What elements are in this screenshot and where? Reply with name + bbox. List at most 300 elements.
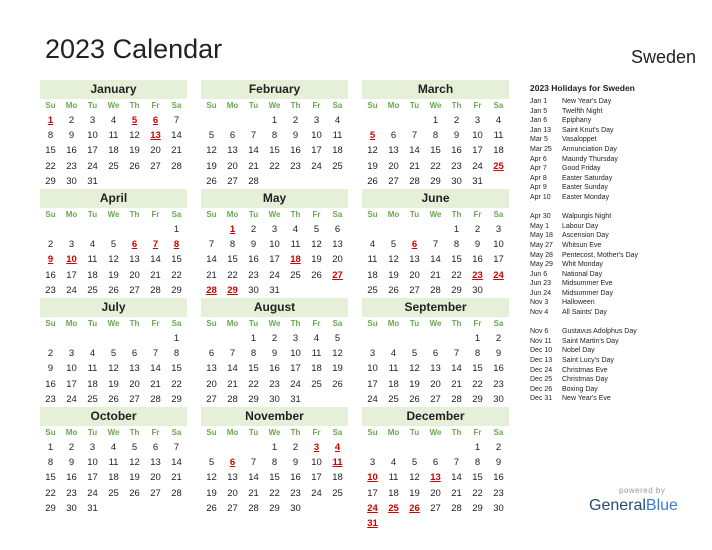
day-cell: 28 [248,502,259,514]
page-title: 2023 Calendar [45,34,223,64]
day-cell: 21 [409,160,420,172]
holiday-name: Ascension Day [562,232,609,240]
holiday-name: Christmas Eve [562,366,608,374]
holiday-name: Saint Knut's Day [562,126,614,134]
day-cell: 5 [110,348,117,360]
day-cell: 27 [150,160,161,172]
holiday-item [530,327,710,337]
holiday-item [530,97,710,107]
day-cell: 1 [474,333,481,344]
weekday-label: We [268,101,281,110]
day-cell: 21 [150,269,161,281]
day-cell: 9 [271,348,278,360]
day-cell: 10 [66,363,77,375]
holiday-list [530,83,710,404]
weekday-label: Fr [473,428,482,437]
weekday-label: Tu [87,101,98,110]
day-cell: 9 [292,130,299,142]
day-cell: 26 [388,284,399,296]
day-cell: 21 [248,487,259,499]
day-cell: 21 [206,269,217,281]
day-cell: 15 [248,363,259,375]
holiday-name: Saint Lucy's Day [562,357,614,365]
weekday-label: Su [206,210,217,219]
day-cell: 21 [451,487,462,499]
day-cell: 23 [493,378,504,390]
day-cell: 18 [332,472,343,484]
day-cell: 17 [367,487,378,499]
day-cell: 23 [248,269,259,281]
holiday-name: Midsummer Day [562,289,613,297]
month-name: December [362,407,509,426]
weekday-label: We [268,428,281,437]
holiday-name: Annunciation Day [562,145,617,153]
day-cell: 4 [89,348,96,360]
month-january [40,80,187,189]
holiday-item [530,394,710,404]
holiday-item [530,385,710,395]
day-cell: 21 [227,378,238,390]
day-cell: 6 [432,348,439,360]
weekday-label: We [107,101,120,110]
day-cell: 1 [271,115,278,126]
day-cell: 19 [206,487,217,499]
day-cell: 10 [367,363,378,375]
holiday-item [530,116,710,126]
weekday-label: Su [206,101,217,110]
day-cell: 22 [171,378,182,390]
day-cell: 15 [269,472,280,484]
weekday-label: Tu [87,210,98,219]
day-cell: 22 [472,378,483,390]
holiday-date: Apr 10 [530,193,551,201]
holiday-day: 6 [229,457,236,469]
day-cell: 19 [332,363,343,375]
day-cell: 14 [248,145,259,157]
day-cell: 8 [173,348,180,360]
day-cell: 20 [150,145,161,157]
holiday-day: 23 [472,269,483,281]
day-cell: 4 [313,333,320,344]
weekday-label: Sa [171,319,182,328]
day-cell: 19 [108,378,119,390]
day-cell: 5 [208,457,215,469]
day-cell: 18 [87,269,98,281]
day-cell: 20 [388,160,399,172]
weekday-label: Tu [409,428,420,437]
holiday-date: Nov 3 [530,299,549,307]
holiday-day: 6 [131,239,138,251]
day-cell: 22 [45,487,56,499]
day-cell: 14 [171,457,182,469]
day-cell: 1 [250,333,257,344]
month-name: April [40,189,187,208]
day-cell: 24 [66,393,77,405]
day-cell: 12 [367,145,378,157]
holiday-day: 13 [430,472,441,484]
day-cell: 16 [290,145,301,157]
holiday-date: Jun 6 [530,270,548,278]
weekday-label: Mo [226,428,239,437]
day-cell: 9 [68,457,75,469]
day-cell: 3 [68,348,75,360]
holiday-date: May 1 [530,222,550,230]
day-cell: 25 [367,284,378,296]
day-cell: 24 [290,378,301,390]
weekday-label: We [107,428,120,437]
day-cell: 29 [171,393,182,405]
day-cell: 27 [129,284,140,296]
day-cell: 11 [87,363,98,375]
day-cell: 16 [248,254,259,266]
day-cell: 25 [87,284,98,296]
day-cell: 23 [493,487,504,499]
holiday-date: Apr 7 [530,165,547,173]
holiday-date: Apr 9 [530,184,547,192]
day-cell: 14 [150,363,161,375]
month-june [362,189,509,298]
holiday-item [530,164,710,174]
holiday-day: 6 [152,115,159,126]
day-cell: 18 [493,145,504,157]
weekday-label: Su [367,319,378,328]
day-cell: 14 [451,472,462,484]
day-cell: 5 [334,333,341,344]
day-cell: 3 [89,442,96,453]
day-cell: 8 [271,130,278,142]
weekday-label: Sa [332,319,343,328]
day-cell: 24 [87,160,98,172]
day-cell: 5 [131,442,138,453]
day-cell: 19 [206,160,217,172]
day-cell: 7 [453,457,460,469]
holiday-date: Jan 1 [530,98,548,105]
day-cell: 27 [150,487,161,499]
holiday-item [530,375,710,385]
weekday-label: Sa [171,210,182,219]
holiday-item [530,222,710,232]
day-cell: 8 [271,457,278,469]
day-cell: 23 [66,487,77,499]
day-cell: 20 [227,487,238,499]
month-name: July [40,298,187,317]
day-cell: 11 [367,254,378,266]
weekday-label: Sa [332,101,343,110]
day-cell: 23 [45,393,56,405]
month-october [40,407,187,516]
day-cell: 28 [150,393,161,405]
month-name: September [362,298,509,317]
holiday-name: Halloween [562,299,595,307]
month-february [201,80,348,189]
day-cell: 27 [409,284,420,296]
month-name: October [40,407,187,426]
day-cell: 14 [248,472,259,484]
day-cell: 12 [332,348,343,360]
day-cell: 6 [131,348,138,360]
day-cell: 12 [311,239,322,251]
country-label: Sweden [630,47,696,67]
day-cell: 18 [87,378,98,390]
day-cell: 11 [108,457,119,469]
weekday-label: Su [367,428,378,437]
day-cell: 17 [493,254,504,266]
holiday-date: Dec 26 [530,385,553,393]
generalblue-logo [589,497,678,515]
holiday-name: Labour Day [562,222,599,230]
day-cell: 19 [409,378,420,390]
day-cell: 13 [150,457,161,469]
day-cell: 2 [495,442,502,453]
weekday-label: Mo [226,101,239,110]
day-cell: 29 [248,393,259,405]
day-cell: 1 [173,224,180,235]
holiday-day: 1 [47,115,54,126]
holiday-item [530,298,710,308]
weekday-label: Su [206,428,217,437]
day-cell: 30 [290,502,301,514]
day-cell: 21 [451,378,462,390]
holiday-name: Pentecost, Mother's Day [562,251,639,259]
month-may [201,189,348,298]
day-cell: 4 [110,442,117,453]
holiday-name: Epiphany [562,117,592,125]
day-cell: 2 [453,115,460,126]
day-cell: 28 [227,393,238,405]
holiday-name: Whitsun Eve [562,241,602,249]
day-cell: 13 [227,472,238,484]
holiday-day: 18 [290,254,301,266]
holiday-item [530,212,710,222]
day-cell: 29 [430,175,441,187]
weekday-label: We [107,319,120,328]
day-cell: 16 [472,254,483,266]
day-cell: 16 [45,269,56,281]
weekday-label: Su [367,101,378,110]
day-cell: 1 [432,115,439,126]
day-cell: 4 [89,239,96,251]
holiday-day: 5 [369,130,376,142]
day-cell: 21 [248,160,259,172]
holiday-item [530,260,710,270]
day-cell: 19 [129,472,140,484]
day-cell: 19 [129,145,140,157]
holiday-item [530,279,710,289]
day-cell: 21 [171,145,182,157]
day-cell: 16 [66,472,77,484]
weekday-label: Th [451,101,462,110]
day-cell: 15 [45,145,56,157]
day-cell: 13 [206,363,217,375]
day-cell: 2 [47,239,54,251]
day-cell: 25 [332,160,343,172]
holiday-day: 13 [150,130,161,142]
day-cell: 14 [451,363,462,375]
day-cell: 16 [269,363,280,375]
holiday-name: Nobel Day [562,347,595,355]
day-cell: 12 [129,130,140,142]
day-cell: 7 [229,348,236,360]
weekday-label: Th [129,319,140,328]
day-cell: 12 [206,145,217,157]
weekday-label: Tu [87,319,98,328]
day-cell: 10 [290,348,301,360]
day-cell: 24 [66,284,77,296]
day-cell: 2 [68,115,75,126]
day-cell: 28 [171,160,182,172]
holiday-date: Jan 13 [530,126,552,134]
weekday-label: Su [206,319,217,328]
weekday-label: Fr [312,428,321,437]
holiday-day: 26 [409,502,420,514]
holiday-list-title: 2023 Holidays for Sweden [530,83,635,93]
weekday-label: Th [290,210,301,219]
day-cell: 25 [290,269,301,281]
day-cell: 21 [171,472,182,484]
day-cell: 10 [493,239,504,251]
weekday-label: Th [129,428,140,437]
month-name: June [362,189,509,208]
day-cell: 6 [390,130,397,142]
day-cell: 17 [367,378,378,390]
holiday-date: Dec 31 [530,395,553,403]
holiday-name: Boxing Day [562,385,598,393]
day-cell: 15 [45,472,56,484]
day-cell: 4 [110,115,117,126]
day-cell: 19 [108,269,119,281]
holiday-name: Vasaloppet [562,136,597,144]
day-cell: 25 [332,487,343,499]
weekday-label: Tu [409,210,420,219]
day-cell: 28 [248,175,259,187]
day-cell: 6 [432,457,439,469]
weekday-label: Th [290,428,301,437]
holiday-item [530,356,710,366]
holiday-name: Midsummer Eve [562,280,613,288]
brand-general: General [589,497,646,514]
weekday-label: Th [129,101,140,110]
day-cell: 9 [68,130,75,142]
day-cell: 31 [472,175,483,187]
day-cell: 8 [250,348,257,360]
holiday-item [530,346,710,356]
day-cell: 14 [409,145,420,157]
month-name: March [362,80,509,99]
day-cell: 22 [171,269,182,281]
day-cell: 30 [472,284,483,296]
day-cell: 18 [388,487,399,499]
day-cell: 9 [250,239,257,251]
day-cell: 11 [108,130,119,142]
day-cell: 18 [332,145,343,157]
holiday-item [530,270,710,280]
holiday-name: Easter Saturday [562,174,613,182]
day-cell: 15 [472,472,483,484]
holiday-name: Gustavus Adolphus Day [562,328,637,336]
holiday-date: May 28 [530,251,553,259]
holiday-item [530,174,710,184]
holiday-item [530,231,710,241]
weekday-label: We [429,319,442,328]
holiday-name: Good Friday [562,165,601,173]
day-cell: 18 [367,269,378,281]
holiday-day: 25 [388,502,399,514]
day-cell: 29 [171,284,182,296]
day-cell: 10 [311,130,322,142]
day-cell: 26 [206,175,217,187]
holiday-item [530,126,710,136]
day-cell: 6 [208,348,215,360]
day-cell: 15 [227,254,238,266]
holiday-day: 6 [411,239,418,251]
holiday-name: Easter Monday [562,193,610,201]
weekday-label: Mo [387,101,400,110]
day-cell: 8 [474,457,481,469]
month-august [201,298,348,407]
weekday-label: Fr [312,210,321,219]
day-cell: 20 [129,269,140,281]
weekday-label: Th [451,319,462,328]
day-cell: 2 [495,333,502,344]
day-cell: 28 [451,502,462,514]
day-cell: 28 [451,393,462,405]
day-cell: 1 [47,442,54,453]
holiday-name: Easter Sunday [562,184,608,192]
weekday-label: Sa [493,319,504,328]
day-cell: 23 [45,284,56,296]
month-name: February [201,80,348,99]
day-cell: 4 [292,224,299,235]
day-cell: 16 [66,145,77,157]
day-cell: 29 [451,284,462,296]
day-cell: 5 [411,348,418,360]
day-cell: 4 [390,348,397,360]
holiday-item [530,107,710,117]
weekday-label: Su [45,319,56,328]
holiday-day: 11 [332,457,343,469]
holiday-day: 3 [313,442,320,453]
day-cell: 25 [87,393,98,405]
day-cell: 19 [311,254,322,266]
holiday-item [530,155,710,165]
month-december [362,407,509,531]
day-cell: 16 [45,378,56,390]
day-cell: 17 [290,363,301,375]
day-cell: 27 [227,175,238,187]
day-cell: 11 [388,472,399,484]
holiday-day: 25 [493,160,504,172]
day-cell: 13 [409,254,420,266]
day-cell: 30 [451,175,462,187]
weekday-label: Fr [151,319,160,328]
day-cell: 4 [390,457,397,469]
day-cell: 25 [311,378,322,390]
day-cell: 9 [47,363,54,375]
weekday-label: Mo [387,428,400,437]
day-cell: 3 [495,224,502,235]
day-cell: 3 [68,239,75,251]
day-cell: 29 [472,393,483,405]
weekday-label: Sa [493,210,504,219]
holiday-day: 8 [173,239,180,251]
day-cell: 17 [311,145,322,157]
weekday-label: Mo [387,210,400,219]
weekday-label: Tu [409,319,420,328]
month-march [362,80,509,189]
day-cell: 15 [472,363,483,375]
day-cell: 4 [369,239,376,251]
day-cell: 22 [472,487,483,499]
